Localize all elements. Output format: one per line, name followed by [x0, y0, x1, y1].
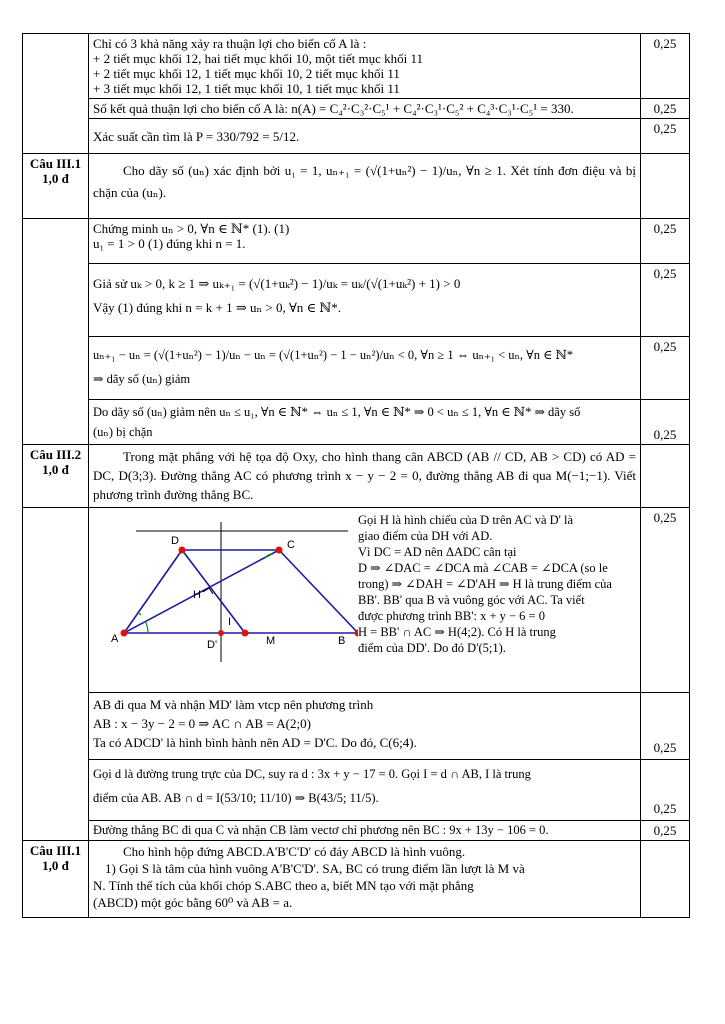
explanation-line: BB'. BB' qua B và vuông góc với AC. Ta viết: [358, 593, 585, 607]
score-cell: 0,25: [641, 119, 690, 154]
label-D: D: [171, 535, 179, 547]
score-cell: 0,25: [641, 821, 690, 841]
explanation-line: Gọi H là hình chiếu của D trên AC và D' là: [358, 513, 574, 527]
score-cell: 0,25: [641, 760, 690, 821]
solution-line: + 2 tiết mục khối 12, hai tiết mục khối 10, một tiết mục khối 11: [93, 51, 424, 66]
question-line: 1) Gọi S là tâm của hình vuông A'B'C'D'. SA, BC có trung điểm lần lượt là M và: [105, 861, 525, 876]
solution-line: AB : x − 3y − 2 = 0 ⇒ AC ∩ AB = A(2;0): [93, 716, 311, 731]
score-cell: 0,25: [641, 99, 690, 119]
solution-line: (uₙ) bị chặn: [93, 425, 153, 439]
table-row: [23, 445, 690, 508]
point-C: [276, 547, 283, 554]
solution-line: Ta có ADCD' là hình bình hành nên AD = D'C. Do đó, C(6;4).: [93, 735, 417, 750]
table-row: [23, 508, 690, 693]
solution-cell: [89, 693, 641, 760]
angle-arc-A1: [145, 621, 148, 633]
solution-line: Xác suất cần tìm là P = 330/792 = 5/12.: [93, 128, 300, 144]
question-label-cell: [23, 445, 89, 508]
score-cell: 0,25: [641, 337, 690, 400]
explanation-line: giao điểm của DH với AD.: [358, 529, 493, 543]
solution-line: uₙ₊₁ − uₙ = (√(1+uₙ²) − 1)/uₙ − uₙ = (√(1+uₙ²) − 1 − uₙ²)/uₙ < 0, ∀n ≥ 1 ⇔ uₙ₊₁ < uₙ, ∀n ∈ ℕ*: [93, 348, 574, 362]
question-text-cell: [89, 841, 641, 918]
figure-explanation: [358, 512, 636, 662]
question-label: Câu III.2: [29, 447, 82, 462]
solution-line: AB đi qua M và nhận MD' làm vtcp nên phương trình: [93, 697, 374, 712]
solution-cell: [89, 337, 641, 400]
question-label: Câu III.1: [29, 156, 82, 171]
table-row: [23, 154, 690, 219]
explanation-line: Vì DC = AD nên ΔADC cân tại: [358, 545, 517, 559]
question-line: Cho hình hộp đứng ABCD.A'B'C'D' có đáy ABCD là hình vuông.: [123, 844, 466, 859]
figure-cell: [89, 508, 641, 693]
table-row: [23, 337, 690, 400]
solution-cell: [89, 760, 641, 821]
point-I: [218, 630, 224, 636]
label-Dp: D': [207, 639, 218, 651]
edge-CB: [279, 550, 358, 633]
question-points: 1,0 đ: [42, 858, 69, 873]
solution-line: Vậy (1) đúng khi n = k + 1 ⇒ uₙ > 0, ∀n ∈ ℕ*.: [93, 300, 342, 315]
solution-line: ⇒ dãy số (uₙ) giảm: [93, 372, 191, 386]
table-row: [23, 99, 690, 119]
diagonal-AC: [124, 550, 279, 633]
score-cell: 0,25: [641, 219, 690, 264]
score-cell-empty: [641, 154, 690, 219]
solution-table: [22, 33, 690, 918]
explanation-line: điểm của DD'. Do đó D'(5;1).: [358, 641, 506, 655]
explanation-line: D ⇒ ∠DAC = ∠DCA mà ∠CAB = ∠DCA (so le: [358, 561, 608, 575]
solution-line: Chỉ có 3 khả năng xảy ra thuận lợi cho biến cố A là :: [93, 36, 367, 51]
question-cell-empty: [23, 34, 89, 154]
question-line: N. Tính thể tích của khối chóp S.ABC theo a, biết MN tạo với mặt phẳng: [93, 878, 474, 893]
label-H: H: [193, 589, 201, 601]
solution-line: điểm của AB. AB ∩ d = I(53/10; 11/10) ⇒ B(43/5; 11/5).: [93, 791, 379, 805]
segment-DD': [182, 550, 245, 633]
solution-line: Giả sử uₖ > 0, k ≥ 1 ⇒ uₖ₊₁ = (√(1+uₖ²) − 1)/uₖ = uₖ/(√(1+uₖ²) + 1) > 0: [93, 276, 461, 291]
solution-cell: [89, 400, 641, 445]
explanation-line: H = BB' ∩ AC ⇒ H(4;2). Có H là trung: [358, 625, 556, 639]
label-I: I: [228, 616, 232, 628]
question-label-cell: [23, 154, 89, 219]
point-D: [179, 547, 186, 554]
explanation-line: trong) ⇒ ∠DAH = ∠D'AH ⇒ H là trung điểm của: [358, 577, 612, 591]
score-cell-empty: [641, 445, 690, 508]
score-cell-empty: [641, 841, 690, 918]
question-points: 1,0 đ: [42, 171, 69, 186]
score-cell: 0,25: [641, 34, 690, 99]
table-row: [23, 400, 690, 445]
question-text: Cho dãy số (uₙ) xác định bởi u₁ = 1, uₙ₊₁ = (√(1+uₙ²) − 1)/uₙ, ∀n ≥ 1. Xét tính đơn điệu và bị chặn của (uₙ).: [89, 154, 641, 219]
table-row: [23, 219, 690, 264]
question-points: 1,0 đ: [42, 462, 69, 477]
solution-cell: [89, 99, 641, 119]
solution-line: + 2 tiết mục khối 12, 1 tiết mục khối 10, 2 tiết mục khối 11: [93, 66, 400, 81]
table-row: [23, 821, 690, 841]
score-cell: 0,25: [641, 264, 690, 337]
figure-wrap: [93, 512, 636, 662]
solution-cell: [89, 34, 641, 99]
solution-line: Chứng minh uₙ > 0, ∀n ∈ ℕ* (1). (1): [93, 221, 290, 236]
solution-cell: [89, 821, 641, 841]
table-row: [23, 760, 690, 821]
solution-line: Đường thẳng BC đi qua C và nhận CB làm vectơ chỉ phương nên BC : 9x + 13y − 106 = 0.: [93, 823, 549, 837]
label-M: M: [266, 635, 276, 647]
solution-cell: [89, 219, 641, 264]
solution-line: Gọi d là đường trung trực của DC, suy ra d : 3x + y − 17 = 0. Gọi I = d ∩ AB, I là trung: [93, 767, 531, 781]
table-row: [23, 34, 690, 99]
solution-cell: [89, 264, 641, 337]
solution-line: Do dãy số (uₙ) giảm nên uₙ ≤ u₁, ∀n ∈ ℕ* ⇔ uₙ ≤ 1, ∀n ∈ ℕ* ⇒ 0 < uₙ ≤ 1, ∀n ∈ ℕ* ⇒ dãy số: [93, 405, 581, 419]
question-cell-empty: [23, 219, 89, 445]
score-cell: 0,25: [641, 400, 690, 445]
point-D': [242, 630, 249, 637]
trapezoid-figure: [93, 512, 358, 662]
point-A: [121, 630, 128, 637]
solution-line: u₁ = 1 > 0 (1) đúng khi n = 1.: [93, 236, 246, 251]
question-label: Câu III.1: [29, 843, 82, 858]
explanation-line: được phương trình BB': x + y − 6 = 0: [358, 609, 545, 623]
solution-line: Số kết quả thuận lợi cho biến cố A là: n(A) = C₄²·C₃²·C₅¹ + C₄²·C₃¹·C₅² + C₄³·C₃¹·C₅¹ = 330.: [93, 101, 574, 116]
trapezoid-svg: [93, 512, 358, 662]
table-row: [23, 841, 690, 918]
label-B: B: [338, 635, 346, 647]
label-A: A: [111, 633, 119, 645]
question-line: (ABCD) một góc bằng 60⁰ và AB = a.: [93, 895, 293, 910]
question-text: Trong mặt phẳng với hệ tọa độ Oxy, cho hình thang cân ABCD (AB // CD, AB > CD) có AD = DC, D(3;3). Đường thẳng AC có phương trình x − y − 2 = 0, đường thẳng AB đi qua M(−1;−1). Viết phương trình đường thẳng BC.: [89, 445, 641, 508]
edge-AD: [124, 550, 182, 633]
question-label-cell: [23, 841, 89, 918]
solution-cell: [89, 119, 641, 154]
table-row: [23, 264, 690, 337]
table-row: [23, 693, 690, 760]
score-cell: 0,25: [641, 693, 690, 760]
label-C: C: [287, 539, 295, 551]
solution-line: + 3 tiết mục khối 12, 1 tiết mục khối 10, 1 tiết mục khối 11: [93, 81, 400, 96]
score-cell: 0,25: [641, 508, 690, 693]
table-row: [23, 119, 690, 154]
question-cell-empty: [23, 508, 89, 841]
